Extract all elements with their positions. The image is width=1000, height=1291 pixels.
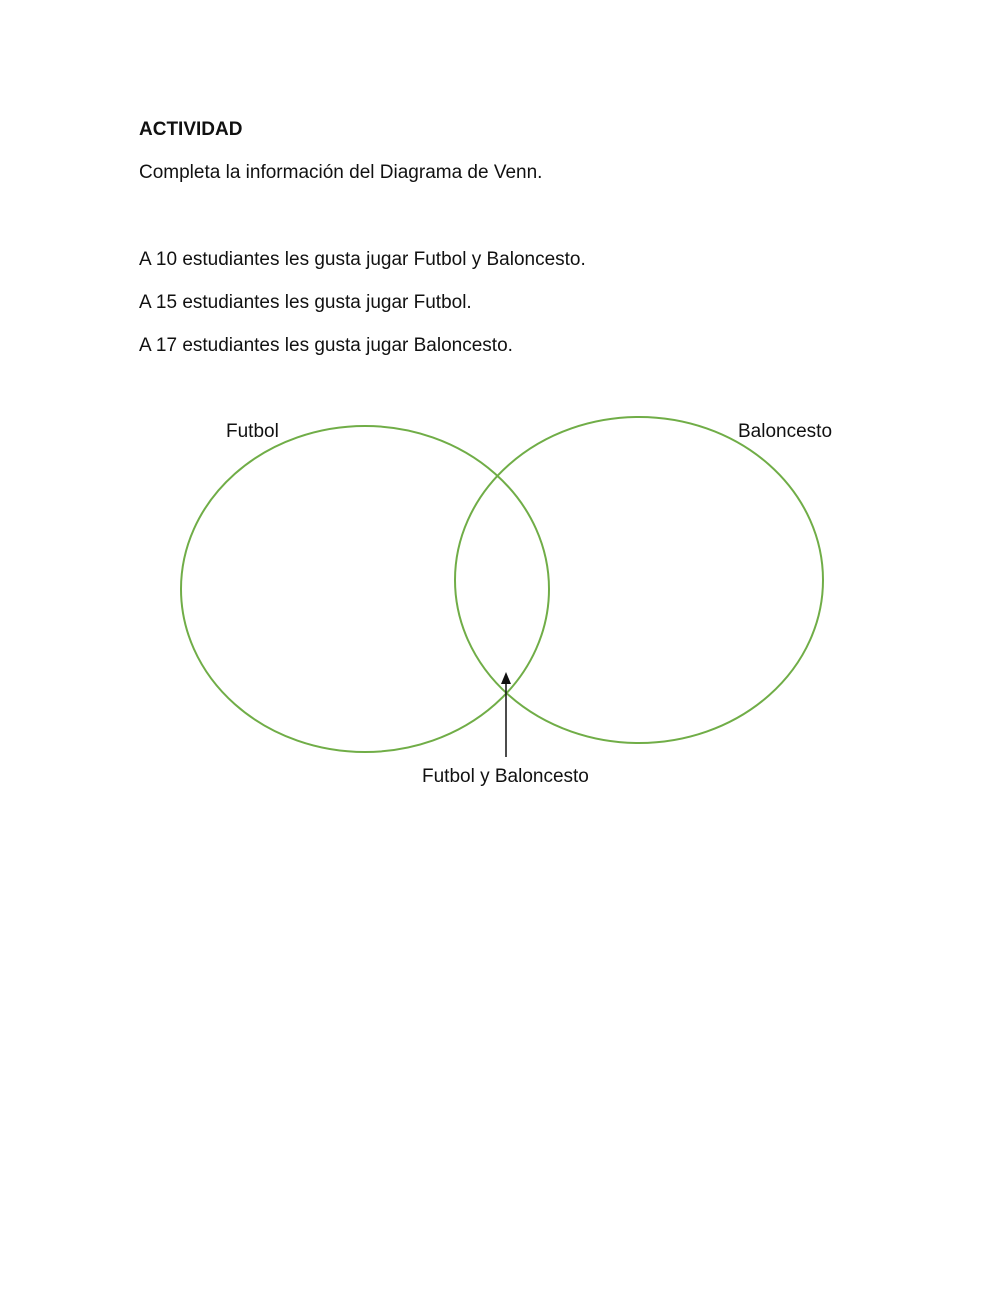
statement-futbol: A 15 estudiantes les gusta jugar Futbol. xyxy=(139,292,472,313)
futbol-circle[interactable] xyxy=(181,426,549,752)
intersection-label: Futbol y Baloncesto xyxy=(422,766,589,787)
baloncesto-label: Baloncesto xyxy=(738,421,833,442)
instruction-text: Completa la información del Diagrama de Venn. xyxy=(139,162,543,183)
activity-title: ACTIVIDAD xyxy=(139,119,243,140)
futbol-label: Futbol xyxy=(226,421,279,442)
statement-baloncesto: A 17 estudiantes les gusta jugar Baloncesto. xyxy=(139,335,513,356)
baloncesto-circle[interactable] xyxy=(455,417,823,743)
intersection-arrow-head xyxy=(501,672,511,684)
statement-both: A 10 estudiantes les gusta jugar Futbol y Baloncesto. xyxy=(139,249,586,270)
